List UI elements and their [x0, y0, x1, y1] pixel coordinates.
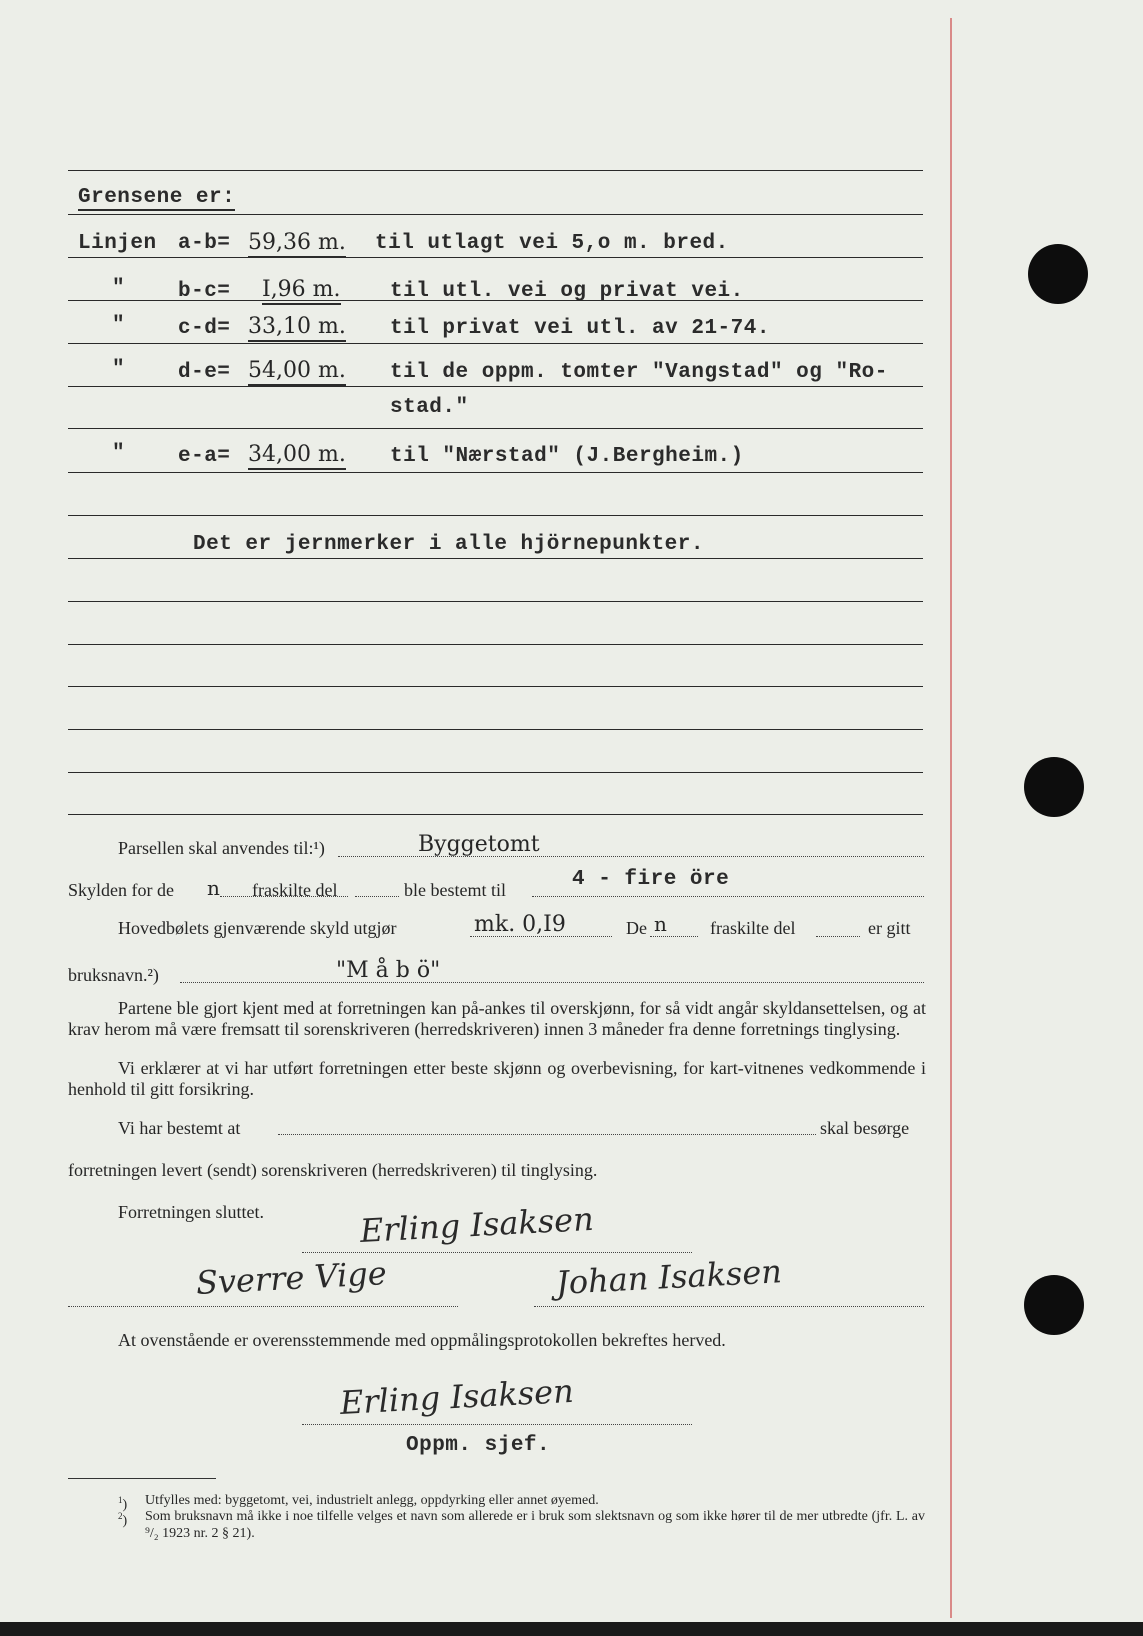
- tax-label: Skylden for de: [68, 880, 174, 900]
- main-farm-value: mk. 0,I9: [474, 912, 566, 937]
- main-farm-label: Hovedbølets gjenværende skyld utgjør: [118, 918, 397, 938]
- red-margin-line: [950, 18, 952, 1618]
- delivery-label-part: skal besørge: [820, 1118, 910, 1138]
- ruled-line: [68, 601, 923, 602]
- ruled-line: [68, 214, 923, 215]
- boundary-segment: b-c=: [178, 280, 231, 303]
- declaration-paragraph: Vi erklærer at vi har utført forretningen etter beste skjønn og overbevisning, for kart-vitnenes vedkommende i henhold til gitt forsikring.: [68, 1058, 926, 1099]
- signatory-title: Oppm. sjef.: [406, 1434, 551, 1457]
- footnote-mark: $^2$): [118, 1511, 128, 1529]
- footnote-text: Som bruksnavn må ikke i noe tilfelle velges et navn som allerede er i bruk som slektsnavn og som ikke hører til de mer utbredte (jfr. L. av ⁹/₂ 1923 nr. 2 § 21).: [145, 1509, 925, 1541]
- parcel-use-value: Byggetomt: [418, 832, 540, 857]
- boundary-segment: a-b=: [178, 232, 231, 255]
- boundary-description: til "Nærstad" (J.Bergheim.): [390, 445, 744, 468]
- ditto-mark: ": [112, 442, 126, 465]
- ditto-mark: ": [112, 358, 126, 381]
- tax-label-part: ble bestemt til: [404, 880, 506, 900]
- fill-line: [816, 936, 860, 937]
- ruled-line: [68, 170, 923, 171]
- ruled-line: [68, 472, 923, 473]
- punch-hole: [1024, 1275, 1084, 1335]
- ditto-mark: ": [112, 277, 126, 300]
- closed-statement: Forretningen sluttet.: [118, 1202, 264, 1222]
- appeal-paragraph: Partene ble gjort kjent med at forretningen kan på-ankes til overskjønn, for så vidt angår skyldansettelsen, og at krav herom må være fremsatt til sorenskriveren (herredskriveren) innen 3 måneder fra denne forretnings tinglysing.: [68, 998, 926, 1039]
- signature-left: Sverre Vige: [195, 1254, 388, 1302]
- tax-suffix: n: [207, 876, 220, 900]
- tax-label-part: fraskilte del: [252, 880, 338, 900]
- boundary-length: 33,10 m.: [248, 314, 346, 342]
- signature-line: [302, 1424, 692, 1425]
- markers-note: Det er jernmerker i alle hjörnepunkter.: [193, 533, 704, 556]
- boundary-segment: d-e=: [178, 361, 231, 384]
- ruled-line: [68, 644, 923, 645]
- signature-right: Johan Isaksen: [555, 1252, 783, 1302]
- ruled-line: [68, 558, 923, 559]
- ruled-line: [68, 257, 923, 258]
- signature-line: [534, 1306, 924, 1307]
- boundary-description: til utlagt vei 5,o m. bred.: [375, 232, 729, 255]
- footnote-mark: $^1$): [118, 1495, 128, 1513]
- fill-line: [278, 1134, 816, 1135]
- punch-hole: [1028, 244, 1088, 304]
- ruled-line: [68, 729, 923, 730]
- boundary-description: til utl. vei og privat vei.: [390, 280, 744, 303]
- boundary-description: til privat vei utl. av 21-74.: [390, 317, 770, 340]
- footnote-text: Utfylles med: byggetomt, vei, industrielt anlegg, oppdyrking eller annet øyemed.: [145, 1493, 599, 1508]
- boundary-segment: e-a=: [178, 445, 231, 468]
- main-farm-label-part: De: [626, 918, 647, 938]
- fill-line: [532, 896, 924, 897]
- ditto-mark: ": [112, 314, 126, 337]
- farm-name-label: bruksnavn.²): [68, 965, 159, 985]
- ruled-line: [68, 772, 923, 773]
- ruled-line: [68, 386, 923, 387]
- parcel-use-label: Parsellen skal anvendes til:¹): [118, 838, 325, 858]
- punch-hole: [1024, 757, 1084, 817]
- footnote-divider: [68, 1478, 216, 1479]
- signature-line: [68, 1306, 458, 1307]
- fill-line: [355, 896, 399, 897]
- boundary-length: I,96 m.: [262, 277, 341, 305]
- boundary-length: 34,00 m.: [248, 442, 346, 470]
- fill-line: [650, 936, 698, 937]
- ruled-line: [68, 686, 923, 687]
- delivery-line: forretningen levert (sendt) sorenskriveren (herredskriveren) til tinglysing.: [68, 1160, 598, 1180]
- farm-name-value: "M å b ö": [336, 958, 441, 983]
- main-farm-suffix: n: [654, 912, 667, 936]
- signature-line: [302, 1252, 692, 1253]
- signature-bottom: Erling Isaksen: [339, 1371, 575, 1422]
- boundary-length: 59,36 m.: [248, 230, 346, 258]
- signature-top: Erling Isaksen: [359, 1199, 595, 1250]
- delivery-label: Vi har bestemt at: [118, 1118, 241, 1138]
- confirmation-statement: At ovenstående er overensstemmende med oppmålingsprotokollen bekreftes herved.: [118, 1330, 726, 1350]
- main-farm-label-part: er gitt: [868, 918, 911, 938]
- ruled-line: [68, 343, 923, 344]
- ruled-line: [68, 814, 923, 815]
- boundary-segment: c-d=: [178, 317, 231, 340]
- main-farm-label-part: fraskilte del: [710, 918, 796, 938]
- ruled-line: [68, 515, 923, 516]
- boundary-length: 54,00 m.: [248, 358, 346, 386]
- boundary-description-cont: stad.": [390, 396, 469, 419]
- boundary-prefix: Linjen: [78, 232, 157, 255]
- ruled-line: [68, 428, 923, 429]
- boundary-description: til de oppm. tomter "Vangstad" og "Ro-: [390, 361, 888, 384]
- boundaries-heading: Grensene er:: [78, 186, 236, 209]
- fill-line: [180, 982, 924, 983]
- tax-value: 4 - fire öre: [572, 868, 730, 891]
